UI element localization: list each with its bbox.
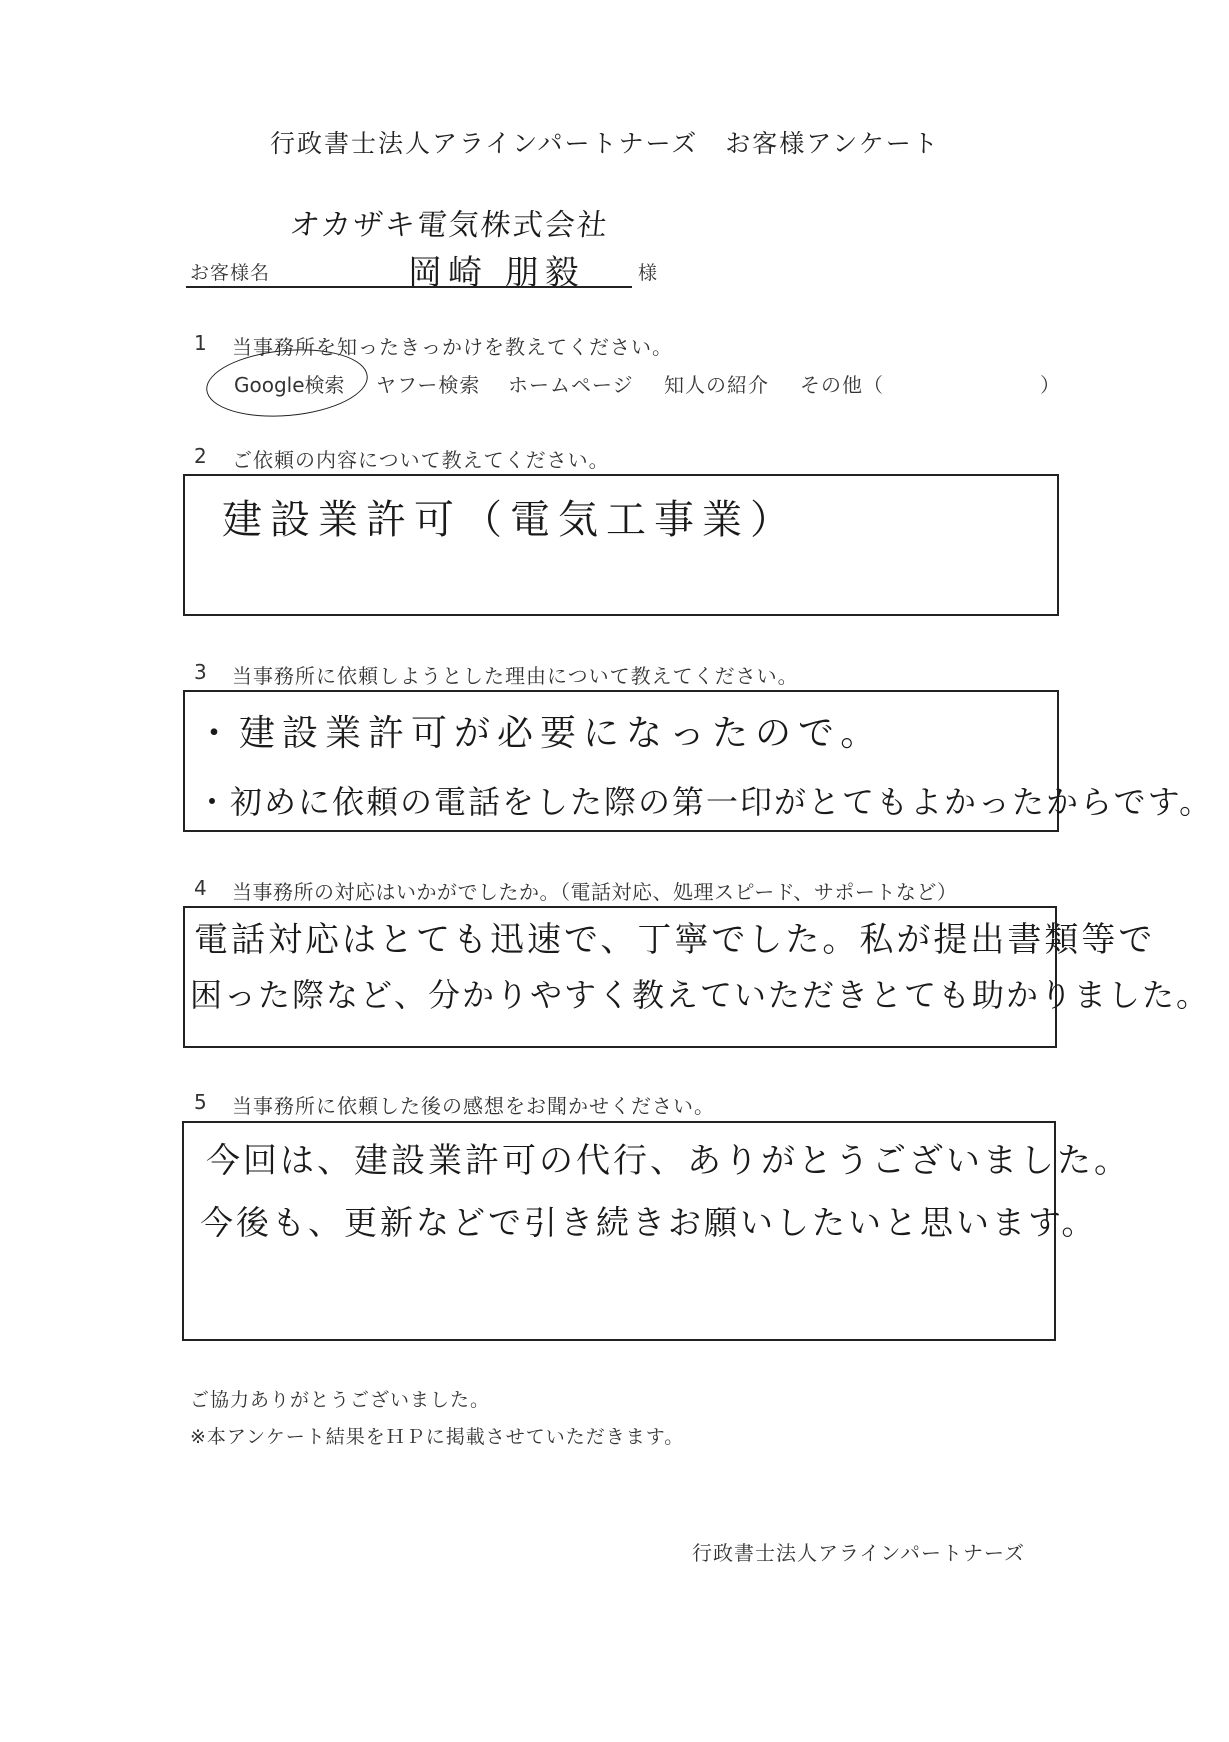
q1-option-other: その他（ — [800, 373, 884, 397]
q5-answer-line-1: 今回は、建設業許可の代行、ありがとうございました。 — [206, 1141, 1131, 1181]
q2-answer-line-1: 建設業許可（電気工事業） — [222, 497, 798, 543]
q5-number: 5 — [194, 1090, 208, 1114]
customer-person-handwritten: 岡崎 朋毅 — [408, 253, 585, 293]
survey-title: 行政書士法人アラインパートナーズ お客様アンケート — [270, 129, 940, 158]
q2-question: ご依頼の内容について教えてください。 — [232, 448, 610, 472]
q5-question: 当事務所に依頼した後の感想をお聞かせください。 — [232, 1094, 715, 1118]
q3-answer-line-1: ・建設業許可が必要になったので。 — [196, 713, 884, 754]
q4-question: 当事務所の対応はいかがでしたか。（電話対応、処理スピード、サポートなど） — [232, 880, 958, 904]
q1-option-other-close: ） — [1040, 373, 1061, 397]
q3-number: 3 — [194, 660, 208, 684]
footer-thanks: ご協力ありがとうございました。 — [190, 1389, 491, 1411]
q4-answer-line-1: 電話対応はとても迅速で、丁寧でした。私が提出書類等で — [194, 920, 1156, 960]
q1-option-google: Google検索 — [234, 373, 345, 397]
q1-option-referral: 知人の紹介 — [664, 373, 769, 397]
customer-name-label: お客様名 — [190, 262, 271, 284]
q1-option-yahoo: ヤフー検索 — [376, 373, 481, 397]
customer-suffix: 様 — [638, 262, 659, 284]
q5-answer-line-2: 今後も、更新などで引き続きお願いしたいと思います。 — [200, 1203, 1098, 1242]
footer-note: ※本アンケート結果をＨＰに掲載させていただきます。 — [190, 1426, 685, 1448]
customer-name-underline — [186, 286, 632, 288]
q4-number: 4 — [194, 876, 208, 900]
q1-number: 1 — [194, 331, 208, 355]
q3-answer-line-2: ・初めに依頼の電話をした際の第一印がとてもよかったからです。 — [196, 783, 1214, 821]
q2-number: 2 — [194, 444, 208, 468]
q1-option-homepage: ホームページ — [508, 373, 634, 397]
q4-answer-line-2: 困った際など、分かりやすく教えていただきとても助かりました。 — [190, 976, 1211, 1014]
customer-company-handwritten: オカザキ電気株式会社 — [287, 208, 611, 243]
q3-question: 当事務所に依頼しようとした理由について教えてください。 — [232, 664, 799, 688]
footer-organization: 行政書士法人アラインパートナーズ — [692, 1541, 1025, 1565]
q1-question: 当事務所を知ったきっかけを教えてください。 — [232, 335, 673, 359]
